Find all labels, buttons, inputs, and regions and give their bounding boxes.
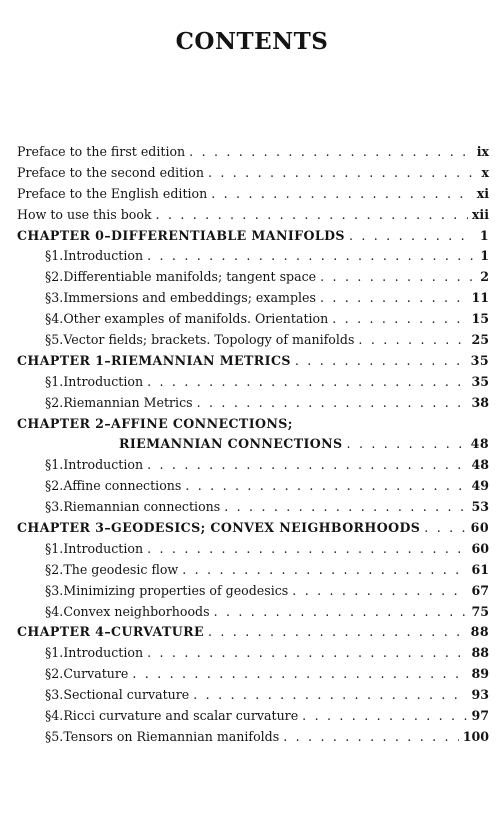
dot-leader — [185, 476, 467, 497]
chapter-title: CHAPTER 2–AFFINE CONNECTIONS; — [17, 415, 293, 431]
chapter-page: 60 — [470, 520, 489, 536]
section-number: §2. — [45, 394, 64, 410]
section-entry — [17, 330, 489, 351]
section-page: 93 — [471, 687, 489, 703]
section-number: §1. — [45, 645, 64, 661]
chapter-title-continued: RIEMANNIAN CONNECTIONS — [119, 436, 343, 452]
dot-leader — [320, 288, 468, 309]
section-entry — [17, 602, 489, 623]
dot-leader — [147, 372, 467, 393]
section-page: 97 — [471, 708, 489, 724]
dot-leader — [358, 330, 467, 351]
section-title: Introduction — [63, 248, 144, 264]
section-title: Differentiable manifolds; tangent space — [63, 269, 317, 285]
section-entry — [17, 539, 489, 560]
section-number: §5. — [45, 728, 64, 744]
dot-leader — [156, 205, 468, 226]
chapter-page: 35 — [470, 352, 489, 368]
entry-title: How to use this book — [17, 206, 152, 222]
section-title: Affine connections — [63, 478, 182, 494]
section-number: §1. — [45, 373, 64, 389]
section-entry — [17, 309, 489, 330]
chapter-page: 1 — [479, 227, 489, 243]
dot-leader — [182, 560, 467, 581]
dot-leader — [302, 706, 467, 727]
entry-title: Preface to the English edition — [17, 185, 208, 201]
section-title: Riemannian connections — [63, 499, 221, 515]
table-of-contents — [17, 142, 489, 748]
section-title: Introduction — [63, 373, 144, 389]
entry-page: x — [481, 164, 489, 180]
dot-leader — [292, 581, 467, 602]
section-entry — [17, 393, 489, 414]
section-page: 75 — [471, 603, 489, 619]
section-number: §3. — [45, 582, 64, 598]
dot-leader — [132, 664, 467, 685]
chapter-heading-continued — [17, 434, 489, 455]
chapter-title: CHAPTER 0–DIFFERENTIABLE MANIFOLDS — [17, 227, 345, 243]
dot-leader — [295, 351, 467, 372]
dot-leader — [193, 685, 467, 706]
section-page: 2 — [480, 269, 489, 285]
section-page: 49 — [471, 478, 489, 494]
section-page: 38 — [471, 394, 489, 410]
chapter-heading — [17, 622, 489, 643]
entry-page: xii — [471, 206, 489, 222]
section-title: The geodesic flow — [63, 561, 179, 577]
section-entry — [17, 267, 489, 288]
section-title: Tensors on Riemannian manifolds — [63, 728, 280, 744]
section-title: Introduction — [63, 645, 144, 661]
chapter-title: CHAPTER 4–CURVATURE — [17, 624, 204, 640]
dot-leader — [283, 727, 458, 748]
dot-leader — [320, 267, 473, 288]
section-title: Curvature — [63, 666, 129, 682]
section-number: §2. — [45, 666, 64, 682]
section-entry — [17, 664, 489, 685]
section-page: 25 — [471, 332, 489, 348]
section-entry — [17, 288, 489, 309]
section-page: 11 — [471, 290, 489, 306]
section-title: Minimizing properties of geodesics — [63, 582, 289, 598]
entry-title: Preface to the second edition — [17, 164, 204, 180]
dot-leader — [349, 226, 473, 247]
section-entry — [17, 706, 489, 727]
dot-leader — [208, 163, 473, 184]
section-entry — [17, 497, 489, 518]
dot-leader — [147, 643, 467, 664]
dot-leader — [147, 246, 473, 267]
section-number: §4. — [45, 311, 64, 327]
section-title: Introduction — [63, 457, 144, 473]
entry-page: ix — [476, 144, 489, 159]
dot-leader — [211, 184, 472, 205]
dot-leader — [147, 539, 467, 560]
section-entry — [17, 727, 489, 748]
section-entry — [17, 372, 489, 393]
section-number: §1. — [45, 457, 64, 473]
toc-entry-preface-second — [17, 163, 489, 184]
section-entry — [17, 476, 489, 497]
chapter-title: CHAPTER 1–RIEMANNIAN METRICS — [17, 352, 291, 368]
section-page: 53 — [471, 499, 489, 515]
chapter-heading — [17, 518, 489, 539]
dot-leader — [347, 434, 467, 455]
section-title: Ricci curvature and scalar curvature — [63, 708, 299, 724]
section-page: 48 — [471, 457, 489, 473]
dot-leader — [208, 622, 467, 643]
section-number: §3. — [45, 499, 64, 515]
section-page: 60 — [471, 540, 489, 556]
section-title: Introduction — [63, 540, 144, 556]
section-page: 15 — [471, 311, 489, 327]
section-title: Vector fields; brackets. Topology of manifolds — [63, 332, 355, 348]
chapter-heading — [17, 226, 489, 247]
section-page: 89 — [471, 666, 489, 682]
section-page: 35 — [471, 373, 489, 389]
dot-leader — [197, 393, 468, 414]
chapter-title: CHAPTER 3–GEODESICS; CONVEX NEIGHBORHOODS — [17, 520, 421, 536]
toc-entry-how-to-use — [17, 205, 489, 226]
section-entry — [17, 685, 489, 706]
section-page: 88 — [471, 645, 489, 661]
chapter-page: 88 — [470, 624, 489, 640]
chapter-heading — [17, 414, 489, 435]
section-number: §5. — [45, 332, 64, 348]
entry-page: xi — [476, 185, 489, 201]
section-title: Convex neighborhoods — [63, 603, 210, 619]
dot-leader — [332, 309, 467, 330]
section-entry — [17, 246, 489, 267]
dot-leader — [214, 602, 468, 623]
toc-entry-preface-english — [17, 184, 489, 205]
page-title: CONTENTS — [175, 28, 329, 55]
section-title: Immersions and embeddings; examples — [63, 290, 316, 306]
dot-leader — [224, 497, 467, 518]
dot-leader — [147, 455, 467, 476]
section-title: Riemannian Metrics — [63, 394, 193, 410]
section-page: 67 — [471, 582, 489, 598]
section-title: Other examples of manifolds. Orientation — [63, 311, 329, 327]
entry-title: Preface to the first edition — [17, 144, 186, 159]
section-page: 1 — [480, 248, 489, 264]
section-number: §2. — [45, 269, 64, 285]
section-page: 61 — [471, 561, 489, 577]
section-number: §3. — [45, 687, 64, 703]
dot-leader — [189, 142, 473, 163]
section-entry — [17, 455, 489, 476]
section-number: §4. — [45, 603, 64, 619]
section-entry — [17, 560, 489, 581]
section-number: §1. — [45, 540, 64, 556]
dot-leader — [424, 518, 466, 539]
section-entry — [17, 643, 489, 664]
toc-entry-preface-first — [17, 142, 489, 163]
chapter-page: 48 — [470, 436, 489, 452]
section-title: Sectional curvature — [63, 687, 190, 703]
chapter-heading — [17, 351, 489, 372]
section-page: 100 — [462, 728, 489, 744]
section-number: §2. — [45, 561, 64, 577]
section-number: §4. — [45, 708, 64, 724]
section-number: §3. — [45, 290, 64, 306]
section-number: §1. — [45, 248, 64, 264]
section-number: §2. — [45, 478, 64, 494]
section-entry — [17, 581, 489, 602]
